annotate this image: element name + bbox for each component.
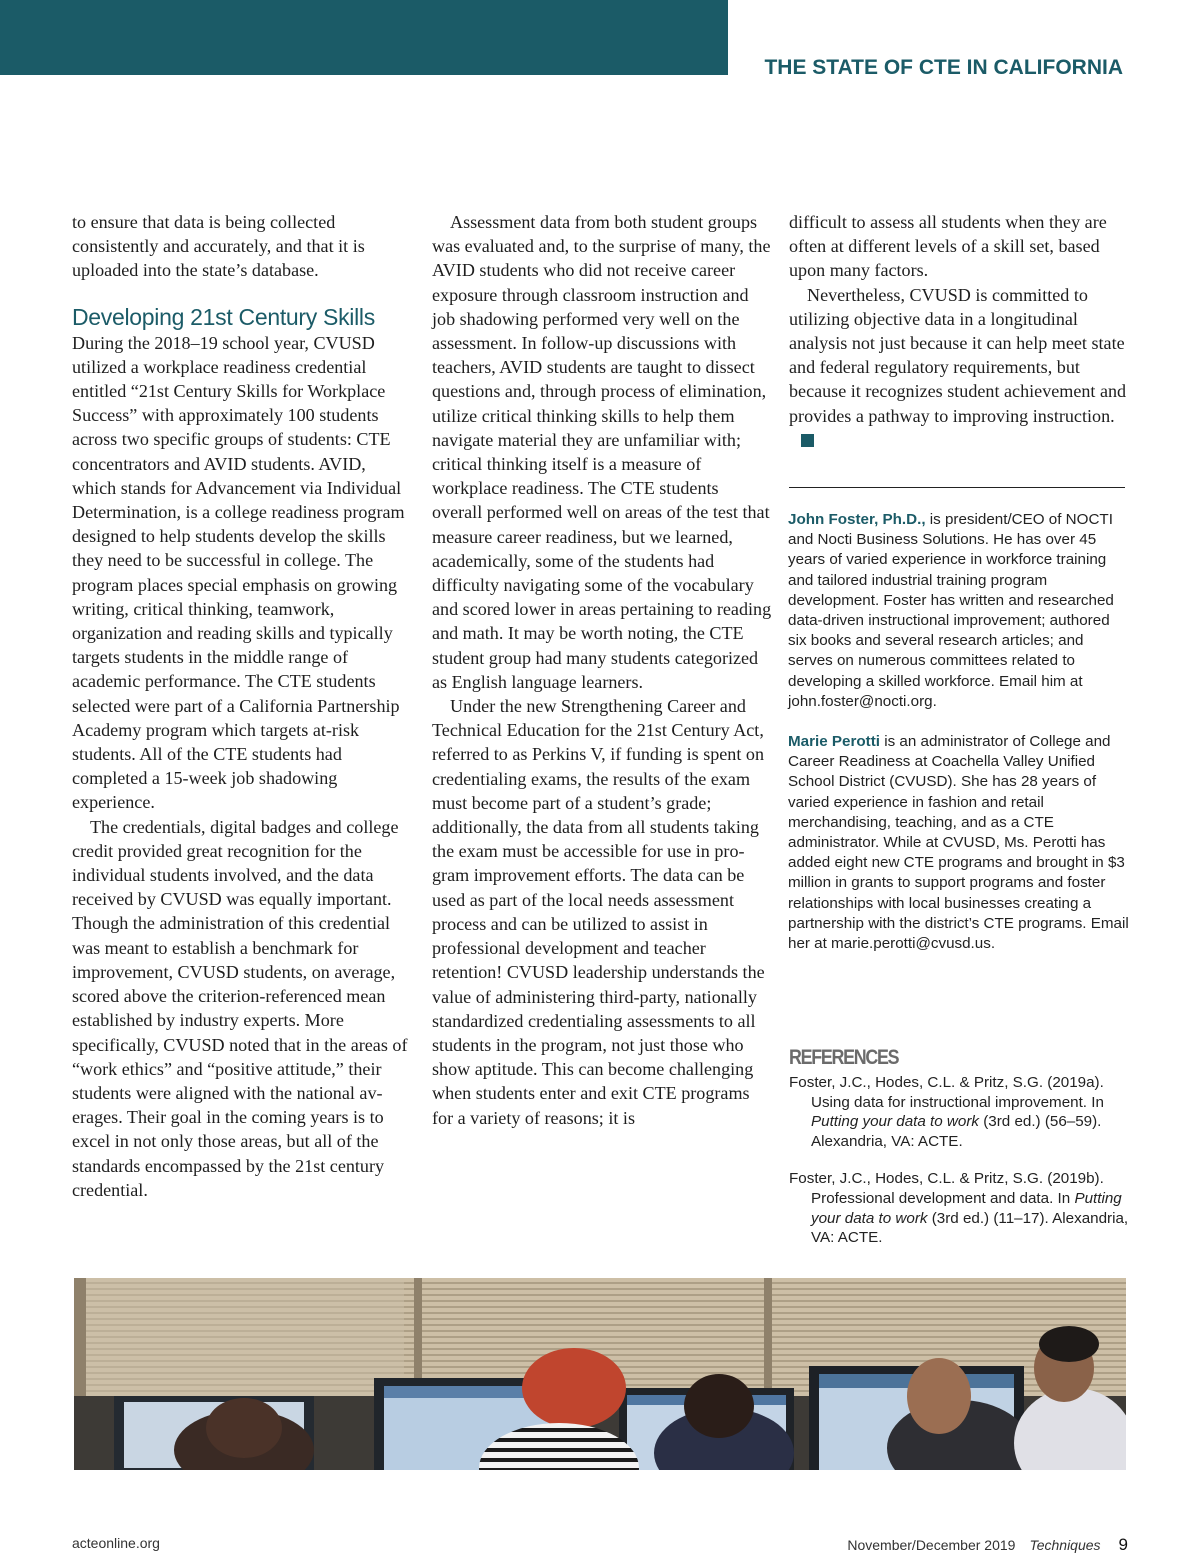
author-bio	[788, 510, 1130, 712]
author-name: John Foster, Ph.D.,	[788, 511, 926, 528]
reference-book-title: Putting your data to work	[811, 1189, 1122, 1227]
section-subheading: Developing 21st Century Skills	[72, 303, 375, 330]
references-heading: REFERENCES	[789, 1046, 899, 1069]
bio-divider	[789, 487, 1125, 488]
reference-text: (3rd ed.) (11–17). Alexandria, VA: ACTE.	[811, 1209, 1129, 1247]
footer-magazine-name: Techniques	[1029, 1537, 1101, 1553]
author-bio-text: is president/CEO of NOCTI and Nocti Business Solutions. He has over 45 years of varied experience in workforce training and tailored industrial training program development. Foster has written and researched data-driven instructional improvement; authored six books and several research articles; and serves on numerous committees related to developing a skilled workforce. Email him at john.foster@nocti.org.	[788, 511, 1114, 710]
paragraph-final	[789, 283, 1129, 452]
article-column-1	[72, 210, 412, 1202]
section-title: THE STATE OF CTE IN CALIFORNIA	[764, 56, 1123, 79]
reference-book-title: Putting your data to work	[811, 1113, 979, 1131]
article-column-2	[432, 210, 772, 1130]
paragraph: The credentials, digital badges and college credit provided great recognition for the individual students involved, and the data received by CVUSD was equally important. Though the administration of this credential was meant to establish a benchmark for improvement, CVUSD students, on average, scored above the criterion-referenced mean established by industry experts. More specifically, CVUSD noted that in the areas of “work ethics” and “positive attitude,” their students were aligned with the national averages. Their goal in the coming years is to excel in not only those areas, but all of the standards encompassed by the 21st century credential.	[72, 816, 408, 1200]
footer-website: acteonline.org	[72, 1535, 160, 1551]
reference-text: Foster, J.C., Hodes, C.L. & Pritz, S.G. (2019a). Using data for instructional improvement. In	[789, 1074, 1104, 1111]
footer-issue-info	[847, 1535, 1128, 1555]
paragraph: Under the new Strengthening Career and Technical Education for the 21st Century Act, referred to as Perkins V, if funding is spent on credentialing exams, the results of the exam must become part of a student’s grade; additionally, the data from all students taking the exam must be accessible for use in program improvement efforts. The data can be used as part of the local needs assessment process and can be utilized to assist in professional development and teacher retention! CVUSD leadership understands the value of administering third-party, nationally standardized credentialing assessments to all students in the program, not just those who show aptitude. This can become challenging when students enter and exit CTE programs for a variety of reasons; it is	[432, 696, 765, 1128]
author-bios	[788, 510, 1130, 974]
author-name: Marie Perotti	[788, 733, 880, 751]
reference-item	[789, 1073, 1134, 1151]
paragraph: to ensure that data is being collected consistently and accurately, and that it is uploaded into the state’s database.	[72, 212, 365, 281]
reference-text: (3rd ed.) (56–59). Alexandria, VA: ACTE.	[811, 1113, 1102, 1150]
page-number: 9	[1118, 1535, 1128, 1554]
header-color-bar	[0, 0, 728, 75]
footer-issue-date: November/December 2019	[847, 1537, 1016, 1553]
reference-item	[789, 1169, 1134, 1247]
paragraph: During the 2018–19 school year, CVUSD utilized a workplace readiness credential entitled “21st Century Skills for Workplace Success” with approximately 100 students across two specific groups of students: CTE concentrators and AVID students. AVID, which stands for Advancement via Individual Determination, is a college readiness program designed to help students develop the skills they need to be successful in college. The program places special emphasis on growing writing, critical thinking, teamwork, organization and reading skills and typically targets students in the middle range of academic performance. The CTE students selected were part of a California Partnership Academy program which targets at-risk students. All of the CTE students had completed a 15-week job shadowing experience.	[72, 332, 405, 813]
classroom-illustration	[74, 1278, 1126, 1470]
paragraph-text: Nevertheless, CVUSD is committed to utilizing objective data in a longitudinal analysis not just because it can help meet state and federal regulatory requirements, but because it recognizes student achievement and provides a pathway to improving instruction.	[789, 284, 1127, 426]
paragraph: Assessment data from both student groups was evaluated and, to the surprise of many, the AVID students who did not receive career exposure through classroom instruction and job shadowing performed very well on the assessment. In follow-up discussions with teachers, AVID students are taught to dissect questions and, through process of elimination, utilize critical thinking skills to help them navigate material they are unfamiliar with; critical thinking itself is a measure of workplace readiness. The CTE students overall performed well on areas of the test that measure career readiness, but we learned, academically, some of the students had difficulty navigating some of the vocabulary and scored lower in areas pertaining to reading and math. It may be worth noting, the CTE student group had many students categorized as English language learners.	[432, 212, 772, 692]
author-bio	[788, 732, 1130, 954]
paragraph: difficult to assess all students when they are often at different levels of a skill set, based upon many factors.	[789, 212, 1107, 281]
article-column-3	[789, 210, 1129, 452]
references-list	[789, 1073, 1134, 1266]
reference-text: Foster, J.C., Hodes, C.L. & Pritz, S.G. (2019b). Professional development and data. In	[789, 1170, 1104, 1207]
end-of-article-mark	[801, 434, 814, 447]
classroom-photo	[74, 1278, 1126, 1470]
author-bio-text: is an administrator of College and Career Readiness at Coachella Valley Unified School District (CVUSD). She has 28 years of varied experience in fashion and retail merchandising, teaching, and as a CTE administrator. While at CVUSD, Ms. Perotti has added eight new CTE programs and brought in $3 million in grants to support programs and foster relationships with local businesses creating a partnership with the district’s CTE programs. Email her at marie.perotti@cvusd.us.	[788, 733, 1129, 953]
